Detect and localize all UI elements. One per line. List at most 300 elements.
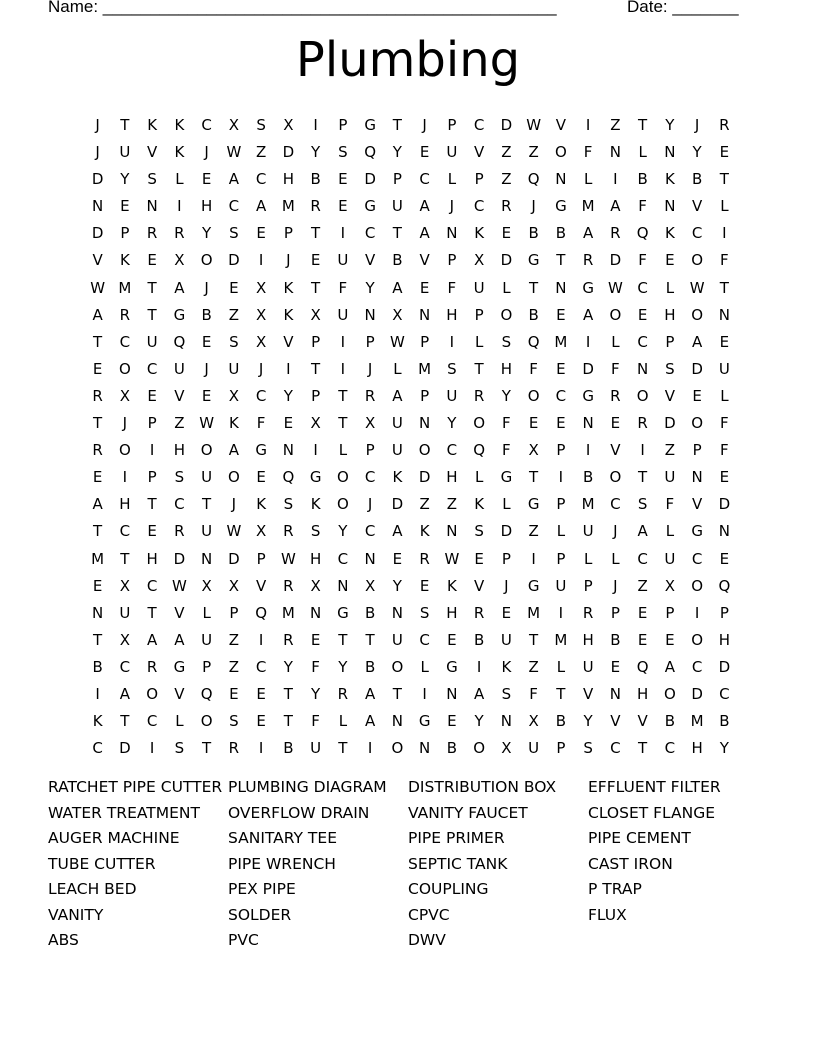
grid-letter: J (286, 251, 291, 270)
grid-letter: Y (392, 143, 402, 162)
grid-letter: N (282, 441, 294, 460)
grid-row (84, 708, 740, 735)
grid-letter: P (474, 305, 484, 324)
grid-letter: C (146, 359, 158, 378)
grid-letter: P (147, 468, 157, 487)
grid-letter: N (337, 576, 349, 595)
grid-letter: W (526, 116, 542, 134)
grid-letter: Q (473, 441, 486, 460)
grid-letter: R (310, 197, 321, 216)
grid-letter: D (691, 359, 703, 378)
grid-letter: O (336, 468, 349, 487)
grid-letter: U (228, 359, 240, 378)
grid-letter: K (174, 143, 185, 162)
grid-letter: N (555, 278, 567, 297)
grid-letter: C (555, 386, 567, 405)
grid-letter: T (311, 359, 321, 378)
grid-letter: U (391, 197, 403, 216)
grid-letter: W (226, 522, 242, 541)
word-list (48, 778, 768, 958)
grid-letter: L (638, 143, 647, 162)
grid-letter: Y (392, 576, 402, 595)
grid-letter: B (473, 630, 485, 649)
grid-letter: G (500, 468, 513, 487)
grid-letter: T (283, 684, 293, 703)
grid-letter: T (338, 630, 348, 649)
grid-letter: I (340, 332, 346, 351)
grid-letter: T (120, 712, 130, 731)
grid-letter: E (256, 684, 266, 703)
grid-letter: R (582, 603, 594, 622)
grid-letter: X (528, 441, 539, 460)
grid-letter: L (175, 712, 184, 731)
grid-letter: G (691, 522, 703, 541)
grid-row (84, 247, 740, 274)
word-list-item: AUGER MACHINE (48, 829, 180, 847)
grid-letter: E (147, 386, 157, 405)
grid-letter: S (501, 684, 512, 703)
grid-letter: T (202, 495, 212, 514)
grid-letter: O (691, 576, 704, 595)
grid-letter: L (611, 332, 620, 351)
grid-letter: B (691, 170, 703, 189)
grid-letter: Z (528, 657, 539, 676)
grid-letter: R (146, 224, 158, 243)
grid-letter: V (146, 143, 158, 162)
grid-letter: U (473, 278, 485, 297)
word-list-item: DISTRIBUTION BOX (408, 778, 557, 796)
grid-letter: R (146, 657, 158, 676)
date-field-label: Date: _______ (627, 0, 739, 16)
grid-letter: M (581, 197, 595, 216)
grid-letter: C (446, 441, 458, 460)
grid-letter: P (447, 116, 457, 134)
grid-letter: I (613, 170, 618, 189)
grid-letter: I (340, 224, 346, 243)
grid-letter: E (120, 197, 130, 216)
grid-letter: U (310, 739, 322, 758)
grid-letter: L (611, 549, 620, 568)
grid-letter: N (718, 522, 730, 541)
grid-letter: R (501, 197, 512, 216)
grid-letter: U (391, 441, 403, 460)
grid-letter: F (502, 441, 511, 460)
grid-letter: S (174, 468, 185, 487)
grid-letter: D (609, 251, 622, 270)
grid-letter: K (92, 712, 103, 731)
grid-letter: E (556, 414, 566, 433)
grid-letter: K (392, 468, 403, 487)
grid-letter: B (582, 468, 594, 487)
grid-letter: A (637, 522, 648, 541)
grid-letter: Z (228, 305, 240, 324)
grid-letter: Y (283, 386, 293, 405)
grid-row (84, 546, 740, 573)
grid-letter: I (340, 359, 346, 378)
word-list-item: CPVC (408, 905, 450, 924)
grid-letter: P (692, 441, 702, 460)
grid-letter: X (501, 739, 512, 758)
grid-letter: R (337, 684, 349, 703)
grid-letter: N (691, 468, 703, 487)
grid-letter: X (255, 278, 267, 297)
grid-letter: A (610, 197, 621, 216)
grid-letter: D (418, 468, 431, 487)
grid-letter: T (556, 251, 566, 270)
grid-letter: P (420, 386, 430, 405)
grid-letter: Y (120, 170, 130, 189)
grid-letter: Z (228, 657, 240, 676)
grid-letter: F (529, 684, 538, 703)
grid-letter: E (283, 414, 294, 433)
grid-letter: Q (718, 576, 731, 595)
grid-letter: P (229, 603, 239, 622)
grid-letter: C (691, 657, 703, 676)
grid-letter: G (309, 468, 322, 487)
grid-letter: W (444, 549, 460, 568)
grid-letter: E (610, 414, 621, 433)
grid-letter: W (607, 278, 623, 297)
grid-letter: P (610, 603, 620, 622)
grid-letter: T (338, 414, 348, 433)
grid-letter: N (446, 684, 458, 703)
grid-letter: B (664, 712, 676, 731)
word-list-item: CAST IRON (588, 854, 673, 873)
grid-letter: W (199, 414, 215, 433)
grid-letter: M (527, 603, 541, 622)
word-list-item: SOLDER (228, 905, 292, 924)
grid-letter: E (501, 224, 512, 243)
grid-letter: W (226, 143, 242, 162)
grid-letter: J (204, 359, 209, 378)
grid-letter: T (529, 630, 539, 649)
word-list-item: SEPTIC TANK (408, 854, 508, 873)
grid-letter: V (473, 143, 485, 162)
grid-letter: X (255, 332, 267, 351)
grid-letter: A (174, 278, 185, 297)
grid-letter: V (174, 386, 185, 405)
word-list-item: FLUX (588, 905, 627, 924)
grid-letter: S (447, 359, 457, 378)
grid-letter: W (389, 332, 405, 351)
grid-letter: P (719, 603, 729, 622)
grid-letter: M (690, 712, 704, 731)
grid-letter: D (173, 549, 186, 568)
grid-letter: P (420, 332, 430, 351)
grid-letter: I (585, 441, 591, 460)
grid-letter: X (310, 414, 321, 433)
grid-letter: E (719, 143, 730, 162)
grid-letter: C (691, 224, 703, 243)
grid-letter: S (310, 522, 321, 541)
grid-letter: K (664, 170, 675, 189)
letter-grid (84, 112, 740, 762)
grid-letter: P (556, 549, 566, 568)
grid-letter: H (200, 197, 213, 216)
grid-letter: S (229, 332, 239, 351)
grid-letter: H (282, 170, 295, 189)
grid-letter: V (582, 684, 594, 703)
grid-letter: P (474, 170, 484, 189)
grid-row (84, 356, 740, 383)
grid-letter: M (281, 197, 295, 216)
grid-letter: J (694, 116, 700, 134)
grid-letter: S (501, 332, 512, 351)
grid-letter: P (583, 576, 593, 595)
grid-letter: E (310, 251, 321, 270)
grid-letter: J (531, 197, 536, 216)
grid-letter: O (609, 468, 622, 487)
grid-letter: J (95, 116, 100, 134)
grid-letter: R (419, 549, 430, 568)
grid-letter: I (95, 684, 100, 703)
grid-letter: I (558, 603, 564, 622)
grid-letter: E (201, 386, 212, 405)
grid-letter: K (228, 414, 239, 433)
grid-letter: R (174, 522, 185, 541)
grid-letter: C (92, 739, 103, 758)
grid-row (84, 166, 740, 193)
grid-letter: V (664, 386, 675, 405)
grid-letter: L (474, 332, 484, 351)
grid-letter: Q (282, 468, 295, 487)
grid-letter: G (173, 657, 186, 676)
grid-letter: V (174, 684, 185, 703)
grid-letter: B (528, 224, 539, 243)
grid-letter: T (93, 522, 103, 541)
grid-letter: K (446, 576, 457, 595)
grid-letter: A (664, 657, 675, 676)
grid-letter: T (147, 278, 157, 297)
grid-letter: J (122, 414, 128, 433)
grid-letter: B (310, 170, 321, 189)
grid-letter: T (392, 684, 402, 703)
word-list-item: PEX PIPE (228, 880, 296, 898)
grid-letter: L (502, 278, 511, 297)
grid-letter: I (476, 657, 482, 676)
grid-letter: C (364, 468, 376, 487)
grid-letter: R (637, 414, 648, 433)
grid-letter: C (719, 684, 730, 703)
grid-letter: L (556, 522, 566, 541)
word-list-item: P TRAP (588, 880, 642, 898)
grid-letter: L (583, 549, 593, 568)
grid-letter: M (554, 332, 568, 351)
grid-letter: R (119, 305, 131, 324)
grid-letter: Y (583, 712, 593, 731)
grid-letter: D (228, 549, 240, 568)
grid-letter: E (637, 603, 648, 622)
grid-letter: P (501, 549, 511, 568)
grid-row (84, 464, 740, 491)
grid-letter: J (613, 576, 618, 595)
grid-letter: Y (338, 522, 348, 541)
grid-letter: S (637, 495, 648, 514)
grid-letter: Y (665, 116, 675, 134)
grid-letter: J (231, 495, 237, 514)
grid-letter: T (283, 712, 293, 731)
grid-letter: A (364, 684, 376, 703)
grid-letter: A (364, 712, 376, 731)
grid-letter: J (95, 143, 100, 162)
grid-letter: G (364, 197, 376, 216)
grid-letter: C (637, 278, 648, 297)
grid-letter: U (718, 359, 730, 378)
grid-letter: D (91, 224, 104, 243)
grid-letter: Z (501, 170, 512, 189)
grid-letter: P (556, 739, 566, 758)
grid-letter: X (528, 712, 539, 731)
word-list-item: CLOSET FLANGE (588, 803, 716, 822)
grid-letter: E (501, 603, 512, 622)
grid-letter: L (420, 657, 429, 676)
grid-letter: G (527, 576, 540, 595)
grid-letter: D (282, 143, 295, 162)
grid-letter: X (310, 305, 321, 324)
grid-letter: R (283, 576, 294, 595)
grid-letter: H (309, 549, 322, 568)
grid-row (84, 627, 740, 654)
grid-letter: I (122, 468, 128, 487)
grid-letter: B (283, 739, 294, 758)
grid-letter: S (419, 603, 430, 622)
grid-letter: J (422, 116, 427, 134)
grid-letter: B (364, 603, 376, 622)
grid-letter: C (419, 170, 430, 189)
grid-letter: I (722, 224, 727, 243)
grid-letter: I (422, 684, 427, 703)
grid-letter: L (474, 468, 484, 487)
grid-letter: O (691, 414, 704, 433)
grid-letter: S (229, 224, 239, 243)
grid-letter: M (581, 495, 595, 514)
grid-letter: R (283, 522, 294, 541)
grid-letter: G (582, 278, 594, 297)
grid-letter: O (200, 251, 213, 270)
grid-letter: L (338, 712, 348, 731)
grid-letter: E (392, 549, 403, 568)
grid-letter: F (583, 143, 593, 162)
word-list-item: EFFLUENT FILTER (588, 778, 721, 796)
grid-letter: U (201, 468, 213, 487)
grid-letter: Z (664, 441, 676, 460)
grid-row (84, 410, 740, 437)
grid-letter: D (500, 251, 513, 270)
grid-letter: S (474, 522, 484, 541)
grid-letter: G (446, 657, 458, 676)
grid-letter: P (665, 332, 675, 351)
grid-letter: E (310, 630, 321, 649)
grid-letter: T (365, 630, 375, 649)
grid-letter: A (419, 197, 430, 216)
grid-letter: E (92, 359, 103, 378)
grid-letter: P (392, 170, 402, 189)
word-list-item: PIPE PRIMER (408, 829, 505, 847)
grid-letter: U (664, 549, 676, 568)
grid-letter: V (691, 495, 703, 514)
grid-letter: Q (200, 684, 213, 703)
grid-letter: Q (527, 332, 540, 351)
grid-letter: F (665, 495, 675, 514)
grid-letter: I (177, 197, 182, 216)
page-title: Plumbing (295, 32, 521, 88)
grid-letter: P (283, 224, 293, 243)
grid-letter: W (280, 549, 296, 568)
grid-letter: O (200, 441, 213, 460)
grid-letter: E (447, 712, 457, 731)
grid-letter: U (337, 251, 349, 270)
grid-letter: X (228, 386, 240, 405)
grid-row (84, 383, 740, 410)
grid-letter: A (419, 224, 430, 243)
grid-letter: L (665, 522, 675, 541)
grid-letter: T (638, 468, 648, 487)
grid-letter: J (204, 143, 209, 162)
grid-letter: X (364, 576, 376, 595)
grid-row (84, 437, 740, 464)
grid-letter: R (582, 251, 594, 270)
grid-letter: E (447, 630, 457, 649)
grid-letter: C (228, 197, 240, 216)
grid-letter: Y (501, 386, 511, 405)
grid-letter: N (500, 712, 512, 731)
grid-letter: T (556, 684, 566, 703)
grid-letter: E (556, 305, 566, 324)
grid-letter: V (174, 603, 185, 622)
grid-letter: T (392, 116, 402, 134)
grid-letter: E (610, 657, 621, 676)
grid-letter: P (311, 386, 321, 405)
grid-letter: T (311, 224, 321, 243)
grid-letter: N (609, 684, 621, 703)
grid-letter: V (473, 576, 485, 595)
grid-letter: O (146, 684, 159, 703)
grid-letter: R (610, 224, 621, 243)
word-list-item: SANITARY TEE (228, 829, 337, 847)
grid-letter: U (664, 468, 676, 487)
grid-letter: R (174, 224, 185, 243)
word-list-item: COUPLING (408, 880, 489, 898)
grid-letter: Z (174, 414, 185, 433)
grid-letter: H (500, 359, 513, 378)
grid-letter: T (638, 116, 648, 134)
grid-letter: I (694, 603, 700, 622)
grid-letter: Q (636, 657, 649, 676)
grid-letter: N (310, 603, 322, 622)
grid-letter: S (174, 739, 185, 758)
grid-letter: H (446, 305, 458, 324)
grid-letter: V (610, 441, 621, 460)
grid-letter: T (93, 630, 103, 649)
grid-letter: N (446, 224, 458, 243)
grid-letter: A (392, 522, 403, 541)
grid-letter: A (392, 278, 403, 297)
grid-letter: U (500, 630, 512, 649)
grid-letter: C (637, 332, 648, 351)
word-list-item: PIPE WRENCH (228, 854, 336, 873)
grid-letter: S (147, 170, 157, 189)
grid-letter: C (119, 522, 131, 541)
grid-letter: I (149, 739, 155, 758)
grid-letter: T (474, 359, 484, 378)
grid-letter: O (391, 739, 404, 758)
grid-letter: X (201, 576, 212, 595)
grid-letter: C (337, 549, 349, 568)
grid-letter: E (692, 386, 702, 405)
grid-letter: L (720, 197, 729, 216)
grid-letter: I (585, 332, 591, 351)
grid-letter: D (91, 170, 104, 189)
